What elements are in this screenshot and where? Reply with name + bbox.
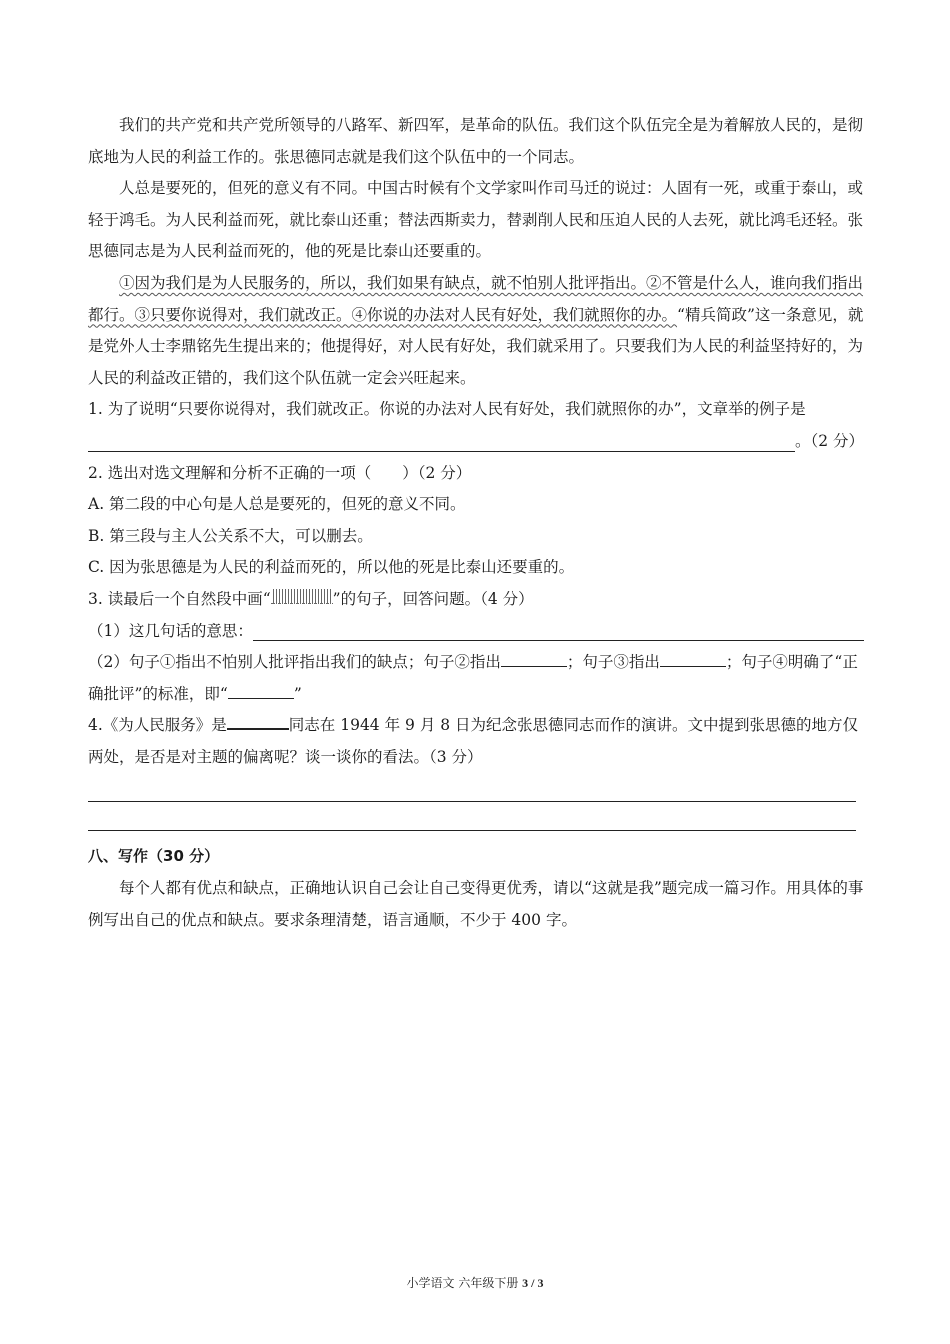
writing-section-title: 八、写作（30 分） — [88, 847, 220, 866]
question-3-2-part-c: ；句子④明确 — [725, 653, 819, 672]
question-4-answer-line-1[interactable] — [88, 773, 856, 802]
question-1-answer-blank[interactable] — [88, 431, 795, 452]
question-2-option-a[interactable]: A. 第二段的中心句是人总是要死的，但死的意义不同。 — [88, 495, 466, 514]
reading-paragraph-1: 我们的共产党和共产党所领导的八路军、新四军，是革命的队伍。我们这个队伍完全是为着解放人民的，是彻底地为人民的利益工作的。张思德同志就是我们这个队伍中的一个同志。 — [88, 116, 864, 166]
question-4-part-b: 同志在 1944 年 9 月 8 日为纪念张思德同志而作的演讲。文中提到张思德的地方仅两处，是否是对主题的偏离呢？谈一谈你的看法。（3 分） — [88, 716, 859, 766]
writing-prompt: 每个人都有优点和缺点，正确地认识自己会让自己变得更优秀，请以“这就是我”题完成一篇习作。用具体的事例写出自己的优点和缺点。要求条理清楚，语言通顺，不少于 400 字。 — [88, 879, 864, 929]
question-3-1-label: （1）这几句话的意思： — [88, 621, 253, 640]
reading-paragraph-3-rest: “精兵简政”这一条意见，就是党外人士李鼎铭先生提出来的；他提得好，对人民有好处，我们就采用了。只要我们为人民的利益坚持好的，为人民的利益改正错的，我们这个队伍就一定会兴旺起来。 — [88, 305, 864, 387]
page-footer — [0, 1274, 950, 1291]
question-3 — [88, 584, 864, 616]
question-3-2-blank-4[interactable] — [228, 680, 294, 699]
question-3-1-answer-blank[interactable] — [253, 620, 864, 641]
document-page — [88, 110, 864, 936]
question-3-2-part-d: 了“正确批评”的标准，即“ — [88, 653, 858, 703]
question-4 — [88, 710, 864, 773]
wavy-line-sample — [271, 589, 333, 604]
question-2: 2. 选出对选文理解和分析不正确的一项（ ）（2 分） — [88, 463, 472, 482]
question-1-answer-row — [88, 426, 864, 458]
question-3-2 — [88, 647, 864, 710]
question-4-part-a: 4.《为人民服务》是 — [88, 716, 227, 735]
question-3-prefix: 3. 读最后一个自然段中画“ — [88, 589, 271, 608]
question-3-2-part-a: （2）句子①指出不怕别人批评指出我们的缺点；句子②指出 — [88, 653, 501, 672]
question-2-option-c[interactable]: C. 因为张思德是为人民的利益而死的，所以他的死是比泰山还要重的。 — [88, 558, 575, 577]
question-3-suffix: ”的句子，回答问题。（4 分） — [332, 589, 534, 608]
question-3-2-part-b: ；句子③指出 — [566, 653, 660, 672]
footer-text: 小学语文 六年级下册 — [406, 1276, 523, 1290]
question-4-author-blank[interactable] — [227, 710, 289, 730]
question-2-option-b[interactable]: B. 第三段与主人公关系不大，可以删去。 — [88, 526, 373, 545]
question-4-answer-line-2[interactable] — [88, 802, 856, 831]
question-3-2-part-e: ” — [293, 684, 302, 703]
question-3-1-row — [88, 616, 864, 648]
question-1: 1. 为了说明“只要你说得对，我们就改正。你说的办法对人民有好处，我们就照你的办”，文章举的例子是 — [88, 400, 806, 419]
reading-paragraph-3 — [88, 268, 864, 394]
reading-paragraph-2: 人总是要死的，但死的意义有不同。中国古时候有个文学家叫作司马迁的说过：人固有一死，或重于泰山，或轻于鸿毛。为人民利益而死，就比泰山还重；替法西斯卖力，替剥削人民和压迫人民的人去死，就比鸿毛还轻。张思德同志是为人民利益而死的，他的死是比泰山还要重的。 — [88, 179, 864, 261]
question-1-score: 。（2 分） — [794, 431, 864, 450]
marked-sentences: ①因为我们是为人民服务的，所以，我们如果有缺点，就不怕别人批评指出。②不管是什么人，谁向我们指出都行。③只要你说得对，我们就改正。④你说的办法对人民有好处，我们就照你的办。 — [88, 273, 864, 324]
page-number: 3 / 3 — [522, 1276, 544, 1290]
question-3-2-blank-2[interactable] — [501, 648, 567, 667]
question-3-2-blank-3[interactable] — [660, 648, 726, 667]
